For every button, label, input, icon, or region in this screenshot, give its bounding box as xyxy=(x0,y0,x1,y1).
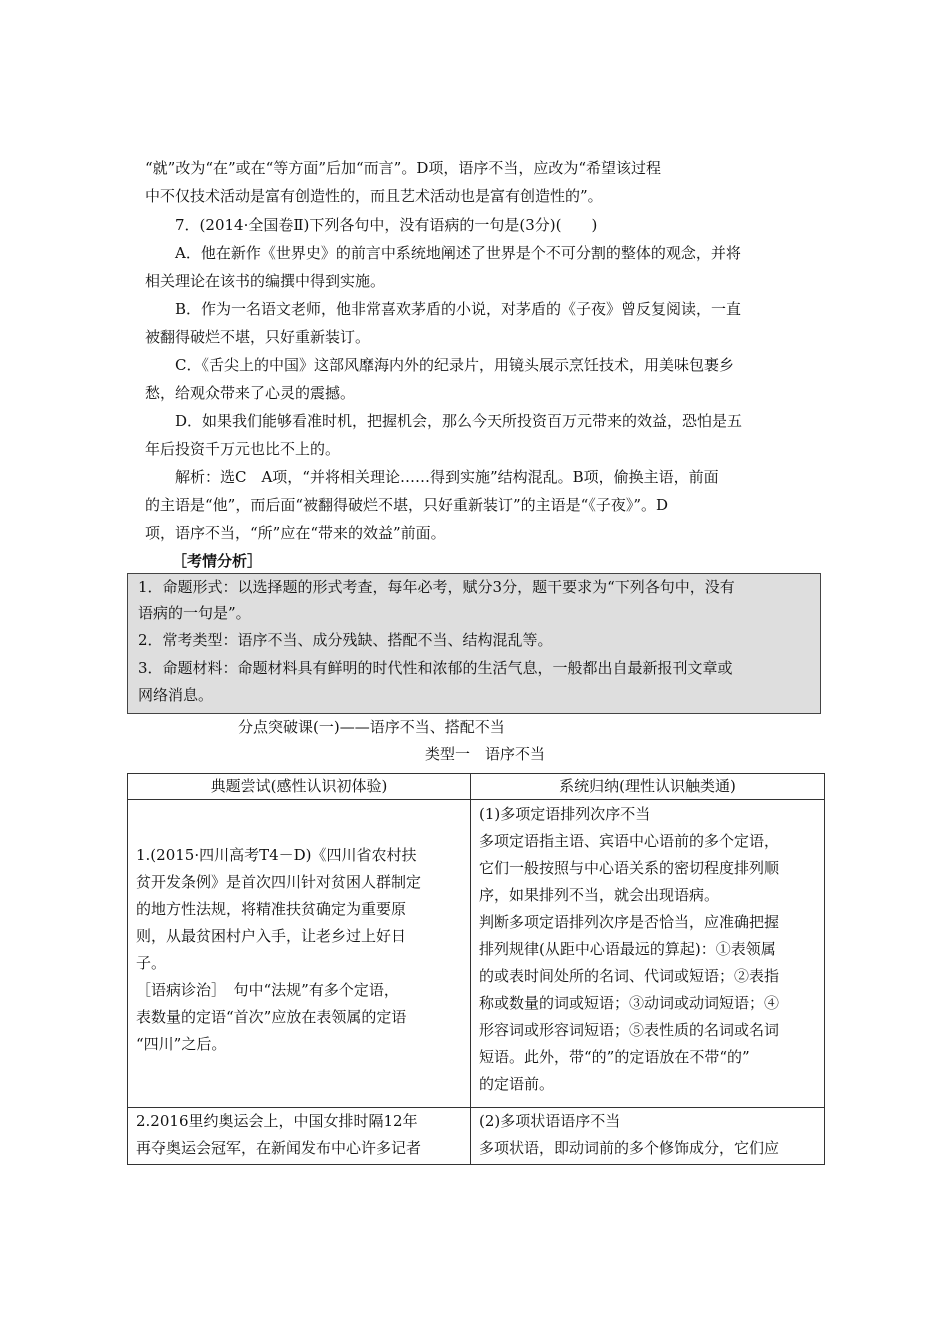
table-row xyxy=(128,800,825,1108)
col2-header: 系统归纳(理性认识触类通) xyxy=(471,774,825,800)
row1-right-line: 的或表时间处所的名词、代词或短语；②表指 xyxy=(479,967,780,985)
col1-header: 典题尝试(感性认识初体验) xyxy=(128,774,471,800)
row1-left-cell xyxy=(128,800,471,1108)
row1-right-line: 短语。此外，带“的”的定语放在不带“的” xyxy=(479,1048,750,1066)
row2-left-line: 2.2016里约奥运会上，中国女排时隔12年 xyxy=(136,1112,418,1130)
row1-left-line: 表数量的定语“首次”应放在表领属的定语 xyxy=(136,1008,407,1026)
row1-right-line: 它们一般按照与中心语关系的密切程度排列顺 xyxy=(479,859,780,877)
table-row xyxy=(128,1108,825,1165)
exam-analysis-line-3: 2．常考类型：语序不当、成分残缺、搭配不当、结构混乱等。 xyxy=(138,631,553,649)
analysis-line-3: 项，语序不当，“所”应在“带来的效益”前面。 xyxy=(145,524,446,542)
option-a-line-1: A．他在新作《世界史》的前言中系统地阐述了世界是个不可分割的整体的观念，并将 xyxy=(175,244,741,262)
row2-right-line: 多项状语，即动词前的多个修饰成分，它们应 xyxy=(479,1139,780,1157)
question7-stem: 7．(2014·全国卷Ⅱ)下列各句中，没有语病的一句是(3分)( ) xyxy=(175,216,598,234)
row1-left-line: “四川”之后。 xyxy=(136,1035,227,1053)
analysis-line-1: 解析：选C A项，“并将相关理论……得到实施”结构混乱。B项，偷换主语，前面 xyxy=(175,468,719,486)
row1-left-line: 贫开发条例》是首次四川针对贫困人群制定 xyxy=(136,873,422,891)
exam-analysis-line-4: 3．命题材料：命题材料具有鲜明的时代性和浓郁的生活气息，一般都出自最新报刊文章或 xyxy=(138,659,733,677)
exam-analysis-box xyxy=(127,573,821,714)
exam-analysis-line-1: 1．命题形式：以选择题的形式考查，每年必考，赋分3分，题干要求为“下列各句中，没有 xyxy=(138,578,735,596)
row1-left-line: 的地方性法规，将精准扶贫确定为重要原 xyxy=(136,900,407,918)
row1-right-line: 判断多项定语排列次序是否恰当，应准确把握 xyxy=(479,913,780,931)
row1-right-line: 形容词或形容词短语；⑤表性质的名词或名词 xyxy=(479,1021,780,1039)
row1-left-line: ［语病诊治］ 句中“法规”有多个定语， xyxy=(136,981,399,999)
answer6-line-1: “就”改为“在”或在“等方面”后加“而言”。D项，语序不当，应改为“希望该过程 xyxy=(145,159,662,177)
row1-right-line: 序，如果排列不当，就会出现语病。 xyxy=(479,886,720,904)
option-c-line-1: C．《舌尖上的中国》这部风靡海内外的纪录片，用镜头展示烹饪技术，用美味包裹乡 xyxy=(175,356,734,374)
row1-left-line: 子。 xyxy=(136,954,167,972)
option-b-line-1: B．作为一名语文老师，他非常喜欢茅盾的小说，对茅盾的《子夜》曾反复阅读，一直 xyxy=(175,300,742,318)
option-d-line-1: D．如果我们能够看准时机，把握机会，那么今天所投资百万元带来的效益，恐怕是五 xyxy=(175,412,743,430)
row1-left-line: 1.(2015·四川高考T4－D)《四川省农村扶 xyxy=(136,846,417,864)
option-b-line-2: 被翻得破烂不堪，只好重新装订。 xyxy=(145,328,371,346)
type-one-table xyxy=(127,773,825,1165)
row2-right-cell xyxy=(471,1108,825,1165)
row1-right-line: 多项定语指主语、宾语中心语前的多个定语， xyxy=(479,832,780,850)
option-a-line-2: 相关理论在该书的编撰中得到实施。 xyxy=(145,272,386,290)
option-d-line-2: 年后投资千万元也比不上的。 xyxy=(145,440,341,458)
type-title: 类型一 语序不当 xyxy=(425,745,546,763)
row1-right-line: 的定语前。 xyxy=(479,1075,555,1093)
table-header-row xyxy=(128,774,825,800)
answer6-line-2: 中不仅技术活动是富有创造性的，而且艺术活动也是富有创造性的”。 xyxy=(145,187,603,205)
analysis-line-2: 的主语是“他”，而后面“被翻得破烂不堪，只好重新装订”的主语是“《子夜》”。D xyxy=(145,496,669,514)
row1-right-line: 排列规律(从距中心语最远的算起)：①表领属 xyxy=(479,940,776,958)
exam-analysis-line-5: 网络消息。 xyxy=(138,686,214,704)
exam-analysis-line-2: 语病的一句是”。 xyxy=(138,604,251,622)
row2-left-line: 再夺奥运会冠军，在新闻发布中心许多记者 xyxy=(136,1139,422,1157)
row1-right-line: (1)多项定语排列次序不当 xyxy=(479,805,651,823)
exam-analysis-heading: ［考情分析］ xyxy=(172,552,263,570)
row1-left-line: 则，从最贫困村户入手，让老乡过上好日 xyxy=(136,927,407,945)
row1-right-cell xyxy=(471,800,825,1108)
row2-left-cell xyxy=(128,1108,471,1165)
row2-right-line: (2)多项状语语序不当 xyxy=(479,1112,621,1130)
row1-right-line: 称或数量的词或短语；③动词或动词短语；④ xyxy=(479,994,780,1012)
section-title: 分点突破课(一)——语序不当、搭配不当 xyxy=(238,718,505,736)
option-c-line-2: 愁，给观众带来了心灵的震撼。 xyxy=(145,384,356,402)
